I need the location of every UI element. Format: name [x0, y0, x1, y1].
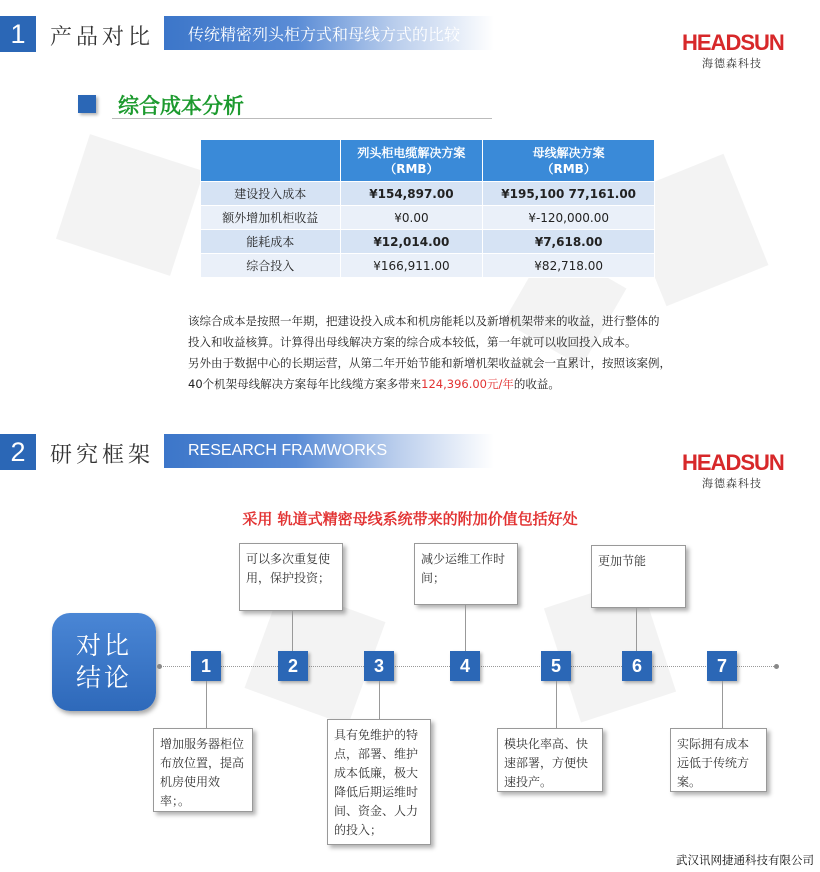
- paragraph-line: [188, 374, 708, 395]
- framework-heading: 采用 轨道式精密母线系统带来的附加价值包括好处: [242, 510, 578, 528]
- section-banner-2: RESEARCH FRAMWORKS: [164, 434, 494, 468]
- note-top-2: 可以多次重复使用，保护投资；: [239, 543, 343, 611]
- step-3: 3: [364, 651, 394, 681]
- step-6: 6: [622, 651, 652, 681]
- logo-subtitle: 海德森科技: [702, 57, 762, 70]
- table-row: [201, 254, 655, 278]
- note-bottom-1: 增加服务器柜位布放位置，提高机房使用效率；。: [153, 728, 253, 812]
- table-row: [201, 182, 655, 206]
- table-header-row: [201, 140, 655, 182]
- title-underline: [112, 118, 492, 119]
- table-row: [201, 230, 655, 254]
- table-cell: ¥7,618.00: [483, 230, 655, 254]
- paragraph-line: 另外由于数据中心的长期运营，从第二年开始节能和新增机架收益就会一直累计，按照该案例，: [188, 356, 671, 370]
- logo-subtitle: 海德森科技: [702, 477, 762, 490]
- section-number-1: 1: [0, 16, 36, 52]
- table-cell: ¥166,911.00: [340, 254, 483, 278]
- table-header-busway: [483, 140, 655, 182]
- paragraph-line: 投入和收益核算。计算得出母线解决方案的综合成本较低，第一年就可以收回投入成本。: [188, 335, 637, 349]
- connector-line: [556, 681, 557, 728]
- step-2: 2: [278, 651, 308, 681]
- table-header-cable: [340, 140, 483, 182]
- connector-line: [379, 681, 380, 719]
- section-title-1: 产品对比: [50, 25, 155, 50]
- conclusion-line: 对比: [75, 631, 132, 660]
- note-top-4: 减少运维工作时间；: [414, 543, 518, 605]
- table-cell: ¥154,897.00: [340, 182, 483, 206]
- timeline-end-dot: [774, 664, 779, 669]
- analysis-paragraph: [188, 311, 708, 395]
- cost-comparison-table: [200, 139, 655, 278]
- headsun-logo: [682, 32, 782, 71]
- bg-shape: [56, 134, 204, 276]
- table-cell: 能耗成本: [201, 230, 341, 254]
- step-7: 7: [707, 651, 737, 681]
- section-number-2: 2: [0, 434, 36, 470]
- table-cell: 建设投入成本: [201, 182, 341, 206]
- conclusion-line: 结论: [75, 663, 132, 692]
- headsun-logo: [682, 452, 782, 491]
- connector-line: [292, 611, 293, 656]
- table-cell: ¥195,100 77,161.00: [483, 182, 655, 206]
- table-row: [201, 206, 655, 230]
- note-bottom-5: 模块化率高、快速部署，方便快速投产。: [497, 728, 603, 792]
- header-cable-label: 列头柜电缆解决方案: [357, 145, 466, 160]
- step-5: 5: [541, 651, 571, 681]
- note-bottom-3: 具有免维护的特点，部署、维护成本低廉，极大降低后期运维时间、资金、人力的投入；: [327, 719, 431, 845]
- table-cell: 额外增加机柜收益: [201, 206, 341, 230]
- paragraph-line: 该综合成本是按照一年期，把建设投入成本和机房能耗以及新增机架带来的收益，进行整体的: [188, 314, 660, 328]
- connector-line: [636, 608, 637, 656]
- paragraph-text: 40个机架母线解决方案每年比线缆方案多带来: [188, 377, 422, 391]
- table-cell: ¥-120,000.00: [483, 206, 655, 230]
- note-bottom-7: 实际拥有成本远低于传统方案。: [670, 728, 767, 792]
- note-top-6: 更加节能: [591, 545, 686, 608]
- header-cable-unit: （RMB）: [384, 161, 439, 176]
- section-banner-1: 传统精密列头柜方式和母线方式的比较: [164, 16, 494, 50]
- table-cell: 综合投入: [201, 254, 341, 278]
- step-1: 1: [191, 651, 221, 681]
- table-cell: ¥0.00: [340, 206, 483, 230]
- header-busway-label: 母线解决方案: [532, 145, 605, 160]
- table-header-cell: [201, 140, 341, 182]
- paragraph-text: 的收益。: [513, 377, 560, 391]
- connector-line: [722, 681, 723, 728]
- highlight-amount: 124,396.00元/年: [421, 377, 514, 391]
- table-cell: ¥12,014.00: [340, 230, 483, 254]
- logo-brand: HEADSUN: [682, 450, 784, 475]
- header-busway-unit: （RMB）: [541, 161, 596, 176]
- step-4: 4: [450, 651, 480, 681]
- conclusion-box: [52, 613, 156, 711]
- connector-line: [206, 681, 207, 728]
- analysis-title: 综合成本分析: [118, 94, 244, 118]
- bullet-square-icon: [78, 95, 96, 113]
- table-cell: ¥82,718.00: [483, 254, 655, 278]
- timeline-start-dot: [157, 664, 162, 669]
- connector-line: [465, 605, 466, 656]
- section-title-2: 研究框架: [50, 443, 155, 468]
- logo-brand: HEADSUN: [682, 30, 784, 55]
- footer-company: 武汉讯网捷通科技有限公司: [676, 853, 814, 867]
